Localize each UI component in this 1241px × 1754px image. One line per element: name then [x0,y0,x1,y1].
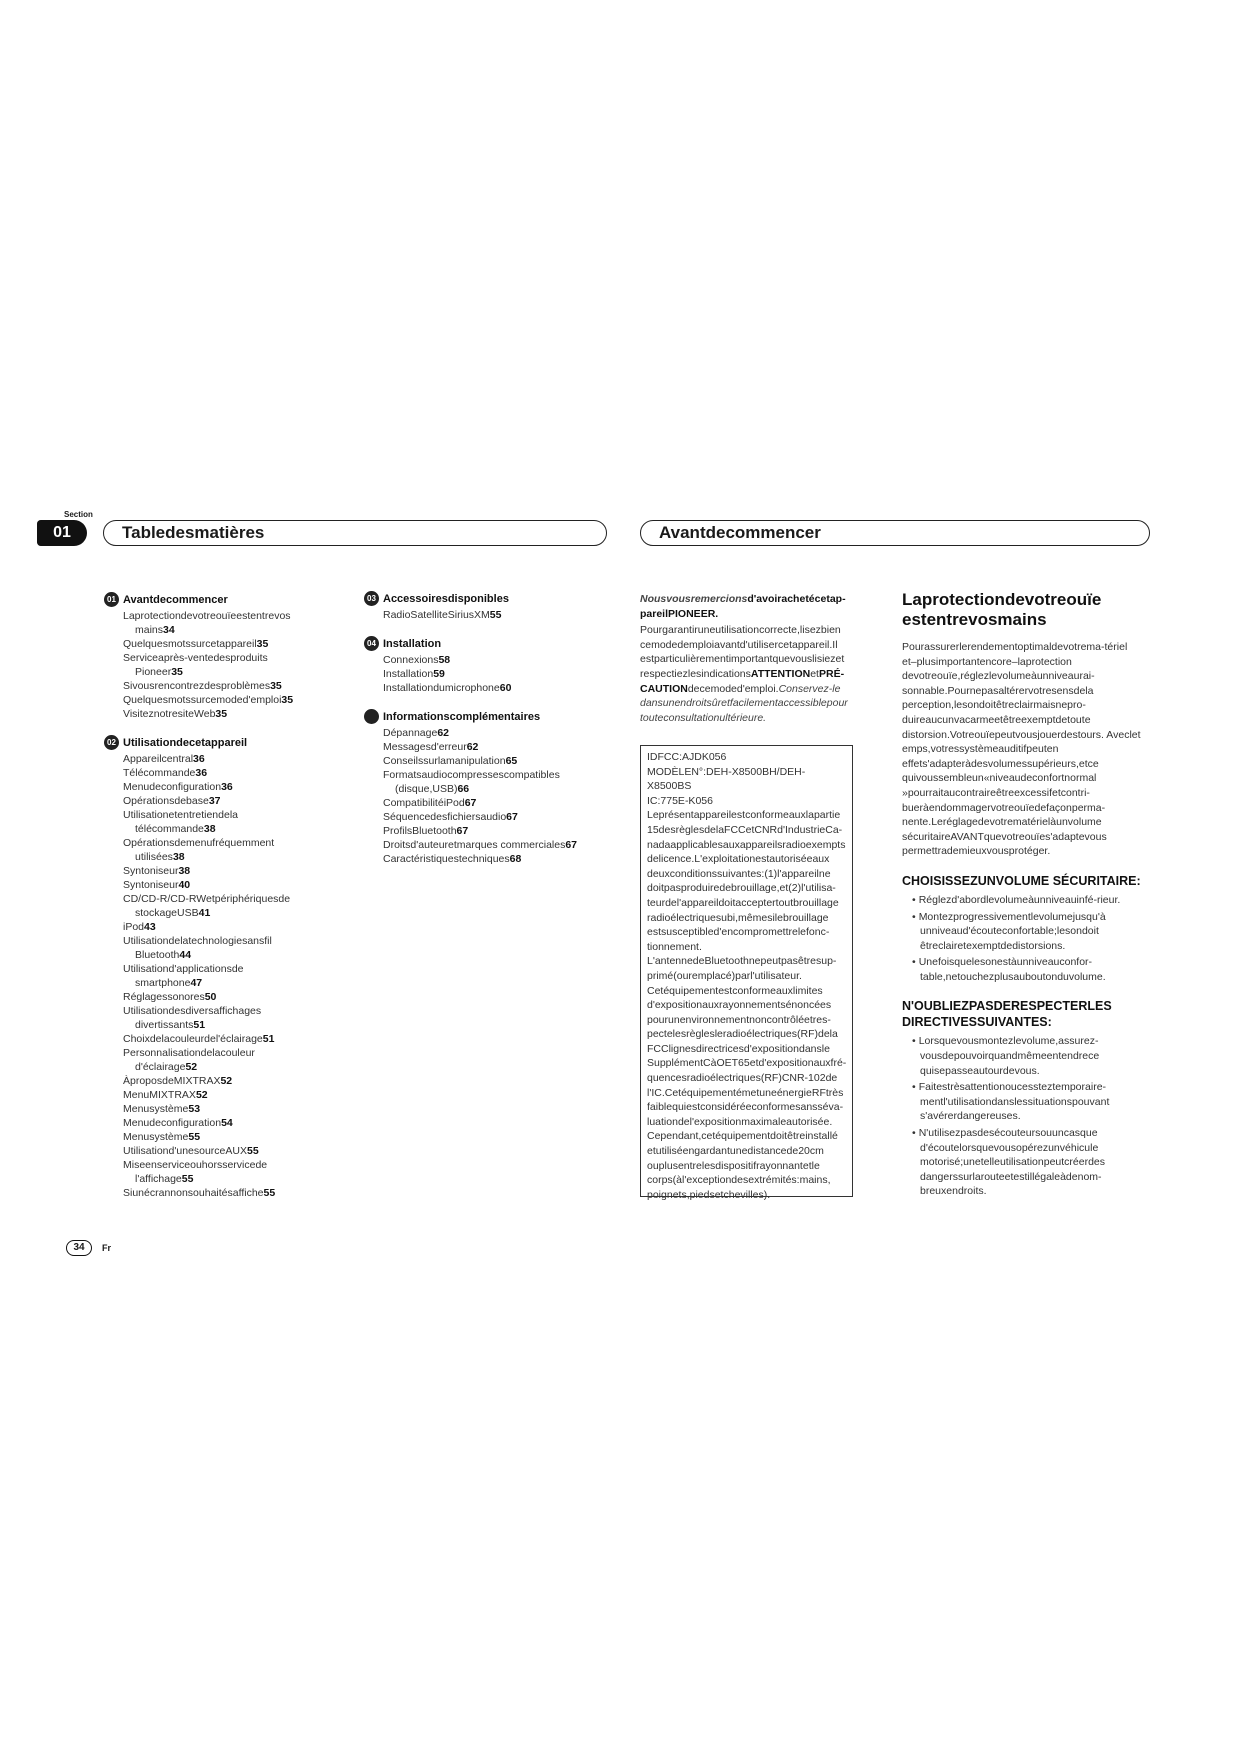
toc-entry[interactable] [383,810,598,824]
toc-entry-text: Quelquesmotssurcemoded'emploi [123,694,282,706]
toc-entry[interactable] [123,1158,308,1186]
toc-entry[interactable] [123,707,308,721]
toc-entry-page: 43 [144,921,156,933]
toc-entry-page: 67 [464,797,477,809]
toc-entry[interactable] [123,1004,308,1032]
toc-entry-page: 35 [281,694,294,706]
toc-entry-page: 62 [466,741,479,753]
toc-entry-page: 35 [215,708,228,720]
toc-entry-page: 34 [163,624,175,636]
volume-bullet: • Montezprogressivementlevolumejusqu'à unniveaud'écouteconfortable;lesondoit êtreclairetexemptdedistorsions. [902,910,1142,954]
fcc-id: IDFCC:AJDK056 [647,751,727,763]
toc-entry-page: 52 [185,1061,198,1073]
directive-bullet: • Faitestrèsattentionoucessteztemporaire-mentl'utilisationdanslessituationspouvant s'avérerdangereuses. [902,1080,1142,1124]
toc-entry-page: 38 [178,865,191,877]
toc-entry-text: RadioSatelliteSiriusXM [383,609,490,621]
toc-entry[interactable] [123,794,308,808]
toc-entry-text: Installation [383,668,434,680]
toc-entry-text: Personnalisationdelacouleur d'éclairage [123,1047,255,1073]
toc-entry-page: 51 [262,1033,275,1045]
hearing-protection-column [902,590,1142,1201]
toc-entry[interactable] [383,740,598,754]
toc-entry-page: 55 [489,609,502,621]
toc-entry[interactable] [383,667,598,681]
toc-entry-text: ProfilsBluetooth [383,825,457,837]
toc-entry-text: Menudeconfiguration [123,781,222,793]
precaution-label: PRÉ-CAUTION [640,667,845,695]
toc-entry-page: 66 [457,783,470,795]
toc-entry-page: 55 [181,1173,194,1185]
toc-entry[interactable] [123,780,308,794]
toc-entry-text: Menudeconfiguration [123,1117,222,1129]
toc-entry-page: 38 [172,851,185,863]
volume-bullet: • Réglezd'abordlevolumeàunniveauinfé-rieur. [902,893,1142,908]
toc-entry-text: VisiteznotresiteWeb [123,708,216,720]
toc-group [383,709,598,866]
toc-entry-text: Connexions [383,654,439,666]
toc-entry[interactable] [383,824,598,838]
intro-italic-tail: Conservez-le dansunendroitsûretfacilementaccessiblepour touteconsultationultérieure. [640,682,848,724]
toc-entry-page: 68 [509,853,522,865]
chapter-number-badge: 03 [364,591,379,606]
toc-entry-text: Formatsaudiocompressescompatibles (disque,USB) [383,769,560,795]
chapter-title: Avantdecommencer [123,593,228,606]
toc-entry-page: 62 [437,727,449,739]
intro-after: decemoded'emploi. [687,682,779,695]
toc-entry[interactable] [123,679,308,693]
toc-entry[interactable] [123,609,308,637]
model-number: MODÈLEN°:DEH-X8500BH/DEH-X8500BS [647,765,806,793]
toc-entry-page: 59 [433,668,445,680]
toc-entry[interactable] [123,752,308,766]
toc-entry-page: 55 [188,1131,201,1143]
toc-entry[interactable] [123,1088,308,1102]
toc-entry-page: 36 [193,753,205,765]
toc-entry-page: 41 [198,907,211,919]
et-word: et [810,667,819,680]
toc-entry-text: Utilisationdesdiversaffichages divertissants [123,1005,262,1031]
toc-entry-text: CD/CD-R/CD-RWetpériphériquesde stockageUSB [123,893,291,919]
chapter-number-badge: 01 [104,592,119,607]
toc-chapter-heading[interactable] [107,735,308,750]
toc-entry[interactable] [123,766,308,780]
toc-chapter-heading[interactable] [367,591,598,606]
toc-entry-text: Caractéristiquestechniques [383,853,510,865]
toc-entry[interactable] [123,962,308,990]
toc-entry-text: MenuMIXTRAX [123,1089,196,1101]
toc-entry-text: Miseenserviceouhorsservicede l'affichage [123,1159,268,1185]
toc-entry[interactable] [123,920,308,934]
toc-entry[interactable] [123,1186,308,1200]
fcc-paragraph-1: Leprésentappareilestconformeauxlapartie 15desrèglesdelaFCCetCNRd'IndustrieCa-nadaapplicablesauxappareilsradioexempts delicence.L'exploitationestautoriséeaux deuxconditionssuivantes:(1)l'appareilne doitpasproduiredebrouillage,et(2)l'utilisa-teurdel'appareildoitacceptertoutbrouillage radioélectriquesubi,mêmesilebrouillage estsusceptibled'encompromettrelefonc-tionnement. [647,809,846,953]
toc-entry-text: Syntoniseur [123,865,179,877]
toc-entry-page: 65 [505,755,518,767]
section-label: Section [64,510,93,519]
hearing-paragraph: Pourassurerlerendementoptimaldevotrema-tériel et–plusimportantencore–laprotection devotreouïe,réglezlevolumeàunniveaurai-sonnable.Pournepasaltérervotresensdela perception,lesondoitêtreclairmaisnepro-duireaucunvacarmeetêtreexemptdetoute distorsion.Votreouïepeutvousjouerdestours. Aveclet emps,votressystèmeauditifpeuten effets'adapteràdesvolumessupérieurs,etce quivoussembleun«niveaudeconfortnormal »pourraitaucontraireêtreexcessifetcontri-bueràendommagervotreouïedefaçonperma-nente.Leréglagedevotrematérielàunvolume sécuritaireAVANTquevotreouïes'adaptevous permettrademieuxvousprotéger. [902,641,1141,858]
toc-entry-text: Conseilssurlamanipulation [383,755,506,767]
toc-entry[interactable] [123,1046,308,1074]
toc-entry-page: 60 [499,682,512,694]
fcc-notice-box [640,745,853,1201]
toc-group [367,591,598,622]
toc-entry[interactable] [123,1032,308,1046]
toc-column-1 [107,592,308,1214]
toc-entry-page: 35 [171,666,183,678]
language-code: Fr [102,1243,111,1253]
toc-entry-page: 36 [195,767,208,779]
toc-entry[interactable] [123,934,308,962]
toc-entry-page: 37 [208,795,221,807]
toc-entry[interactable] [123,864,308,878]
toc-entry-page: 40 [178,879,191,891]
toc-entry-text: Menusystème [123,1131,189,1143]
toc-entry[interactable] [123,1102,308,1116]
toc-entry-text: Laprotectiondevotreouïeestentrevos mains [123,610,291,636]
toc-group [107,592,308,721]
toc-entry-page: 53 [188,1103,201,1115]
toc-entry-text: Utilisationetentretiendela télécommande [123,809,238,835]
toc-entry-text: iPod [123,921,145,933]
toc-entry-text: Messagesd'erreur [383,741,467,753]
toc-entry[interactable] [123,1074,308,1088]
toc-entry-page: 67 [506,811,518,823]
toc-entry-text: Dépannage [383,727,438,739]
page-number: 34 [66,1240,92,1256]
toc-entry-text: Syntoniseur [123,879,179,891]
hearing-heading: Laprotectiondevotreouïe estentrevosmains [902,590,1102,629]
toc-entry-text: Opérationsdebase [123,795,209,807]
toc-entry[interactable] [383,754,598,768]
toc-entry[interactable] [383,852,598,866]
thanks-italic: Nousvousremercions [640,593,748,605]
chapter-number-badge [364,709,379,724]
toc-entry-text: Installationdumicrophone [383,682,500,694]
toc-entry-page: 44 [179,949,192,961]
toc-column-2 [367,591,598,880]
toc-entry[interactable] [123,878,308,892]
ic-number: IC:775E-K056 [647,794,713,807]
toc-entry[interactable] [383,838,598,852]
section-number: 01 [37,520,87,546]
toc-entry-text: Appareilcentral [123,753,194,765]
attention-label: ATTENTION [750,667,811,680]
chapter-title: Installation [383,637,442,650]
toc-entry-text: Réglagessonores [123,991,205,1003]
toc-entry-text: Serviceaprès-ventedesproduits Pioneer [123,652,268,678]
toc-entry-page: 50 [204,991,217,1003]
toc-entry[interactable] [123,651,308,679]
chapter-title: Informationscomplémentaires [383,710,541,723]
toc-entry-page: 47 [190,977,203,989]
intro-paragraph [640,592,870,727]
toc-entry[interactable] [383,653,598,667]
fcc-paragraph-3: Cetéquipementestconformeauxlimites d'expositionauxrayonnementsénoncées pourunenvironnementnoncontrôléetres-pectelesrèglesleradioélectriques(RF)dela FCClignesdirectricesd'expositiondansle SupplémentCàOET65etd'expositionauxfré-quencesradioélectriques(RF)CNR-102de l'IC.CetéquipementémetuneénergieRFtrès faiblequiestconsidéréeconformesansséva-luationdel'expositionmaximaleautorisée. Cependant,cetéquipementdoitêtreinstallé etutiliséengardantunedistancede20cm ouplusentrelesdispositifrayonnantetle corps(àl'exceptiondesextrémités:mains, poignets,piedsetchevilles). [647,984,847,1201]
toc-entry-page: 58 [438,654,451,666]
toc-entry[interactable] [123,637,308,651]
toc-entry[interactable] [383,681,598,695]
directives-heading: N'OUBLIEZPASDERESPECTERLES DIRECTIVESSUIVANTES: [902,999,1112,1030]
toc-entry[interactable] [123,808,308,836]
toc-entry-text: Quelquesmotssurcetappareil [123,638,257,650]
toc-entry[interactable] [123,1130,308,1144]
chapter-number-badge: 04 [364,636,379,651]
toc-entry-text: Séquencedesfichiersaudio [383,811,507,823]
toc-chapter-heading[interactable] [367,636,598,651]
toc-entry-page: 38 [203,823,216,835]
toc-entry-page: 67 [456,825,469,837]
toc-entry-text: Siunécrannonsouhaitésaffiche [123,1187,264,1199]
toc-entry-page: 55 [247,1145,259,1157]
toc-entry-text: Opérationsdemenufréquemment utilisées [123,837,275,863]
toc-entry-text: Utilisationdelatechnologiesansfil Bluetooth [123,935,272,961]
toc-entry-text: Menusystème [123,1103,189,1115]
toc-entry[interactable] [383,796,598,810]
toc-entry-text: Choixdelacouleurdel'éclairage [123,1033,263,1045]
toc-entry-text: CompatibilitéiPod [383,797,465,809]
thanks-rest: d'avoirachetécetap-pareilPIONEER. [640,593,846,620]
toc-entry-page: 54 [221,1117,233,1129]
toc-entry-text: Utilisationd'unesourceAUX [123,1145,247,1157]
toc-entry-page: 67 [565,839,578,851]
toc-chapter-heading[interactable] [383,709,598,724]
section-title: Avantdecommencer [640,520,1150,546]
toc-entry[interactable] [123,693,308,707]
toc-entry-page: 35 [256,638,269,650]
toc-entry[interactable] [383,768,598,796]
directive-bullet: • Lorsquevousmontezlevolume,assurez-vousdepouvoirquandmêmeentendrece quisepasseautourdevous. [902,1034,1142,1078]
intro-body: Pourgarantiruneutilisationcorrecte,lisezbien cemodedemploiavantd'utilisercetappareil.Il estparticulièrementimportantquevouslisiezet respectiezlesindications [640,624,845,680]
toc-entry-page: 52 [220,1075,233,1087]
toc-entry-text: Droitsd'auteuretmarques commerciales [383,839,566,851]
toc-group [367,636,598,695]
toc-entry[interactable] [123,836,308,864]
toc-entry[interactable] [123,1144,308,1158]
toc-entry-text: Utilisationd'applicationsde smartphone [123,963,244,989]
chapter-number-badge: 02 [104,735,119,750]
toc-entry-page: 52 [195,1089,208,1101]
toc-entry[interactable] [123,1116,308,1130]
toc-entry-text: ÀproposdeMIXTRAX [123,1075,221,1087]
toc-entry-page: 51 [193,1019,206,1031]
chapter-title: Accessoiresdisponibles [383,592,509,605]
toc-entry[interactable] [383,608,598,622]
toc-entry[interactable] [123,892,308,920]
fcc-paragraph-2: L'antennedeBluetoothnepeutpasêtresup-primé(ouremplacé)parl'utilisateur. [647,955,837,982]
toc-entry-page: 55 [263,1187,276,1199]
toc-entry-text: Télécommande [123,767,196,779]
toc-group [107,735,308,1200]
toc-entry-page: 35 [270,680,282,692]
toc-entry-text: Sivousrencontrezdesproblèmes [123,680,271,692]
directive-bullet: • N'utilisezpasdesécouteursouuncasque d'écoutelorsquevousopérezunvéhicule motorisé;unetelleutilisationpeutcréerdes dangerssurlarouteetestillégaleàdenom-breuxendroits. [902,1126,1142,1199]
volume-heading: CHOISISSEZUNVOLUME SÉCURITAIRE: [902,873,1141,888]
toc-title: Tabledesmatières [103,520,607,546]
toc-entry[interactable] [123,990,308,1004]
toc-chapter-heading[interactable] [107,592,308,607]
volume-bullet: • Unefoisquelesonestàunniveauconfor-table,netouchezplusauboutonduvolume. [902,955,1142,984]
chapter-title: Utilisationdecetappareil [123,736,248,749]
toc-entry-page: 36 [221,781,233,793]
toc-entry[interactable] [383,726,598,740]
